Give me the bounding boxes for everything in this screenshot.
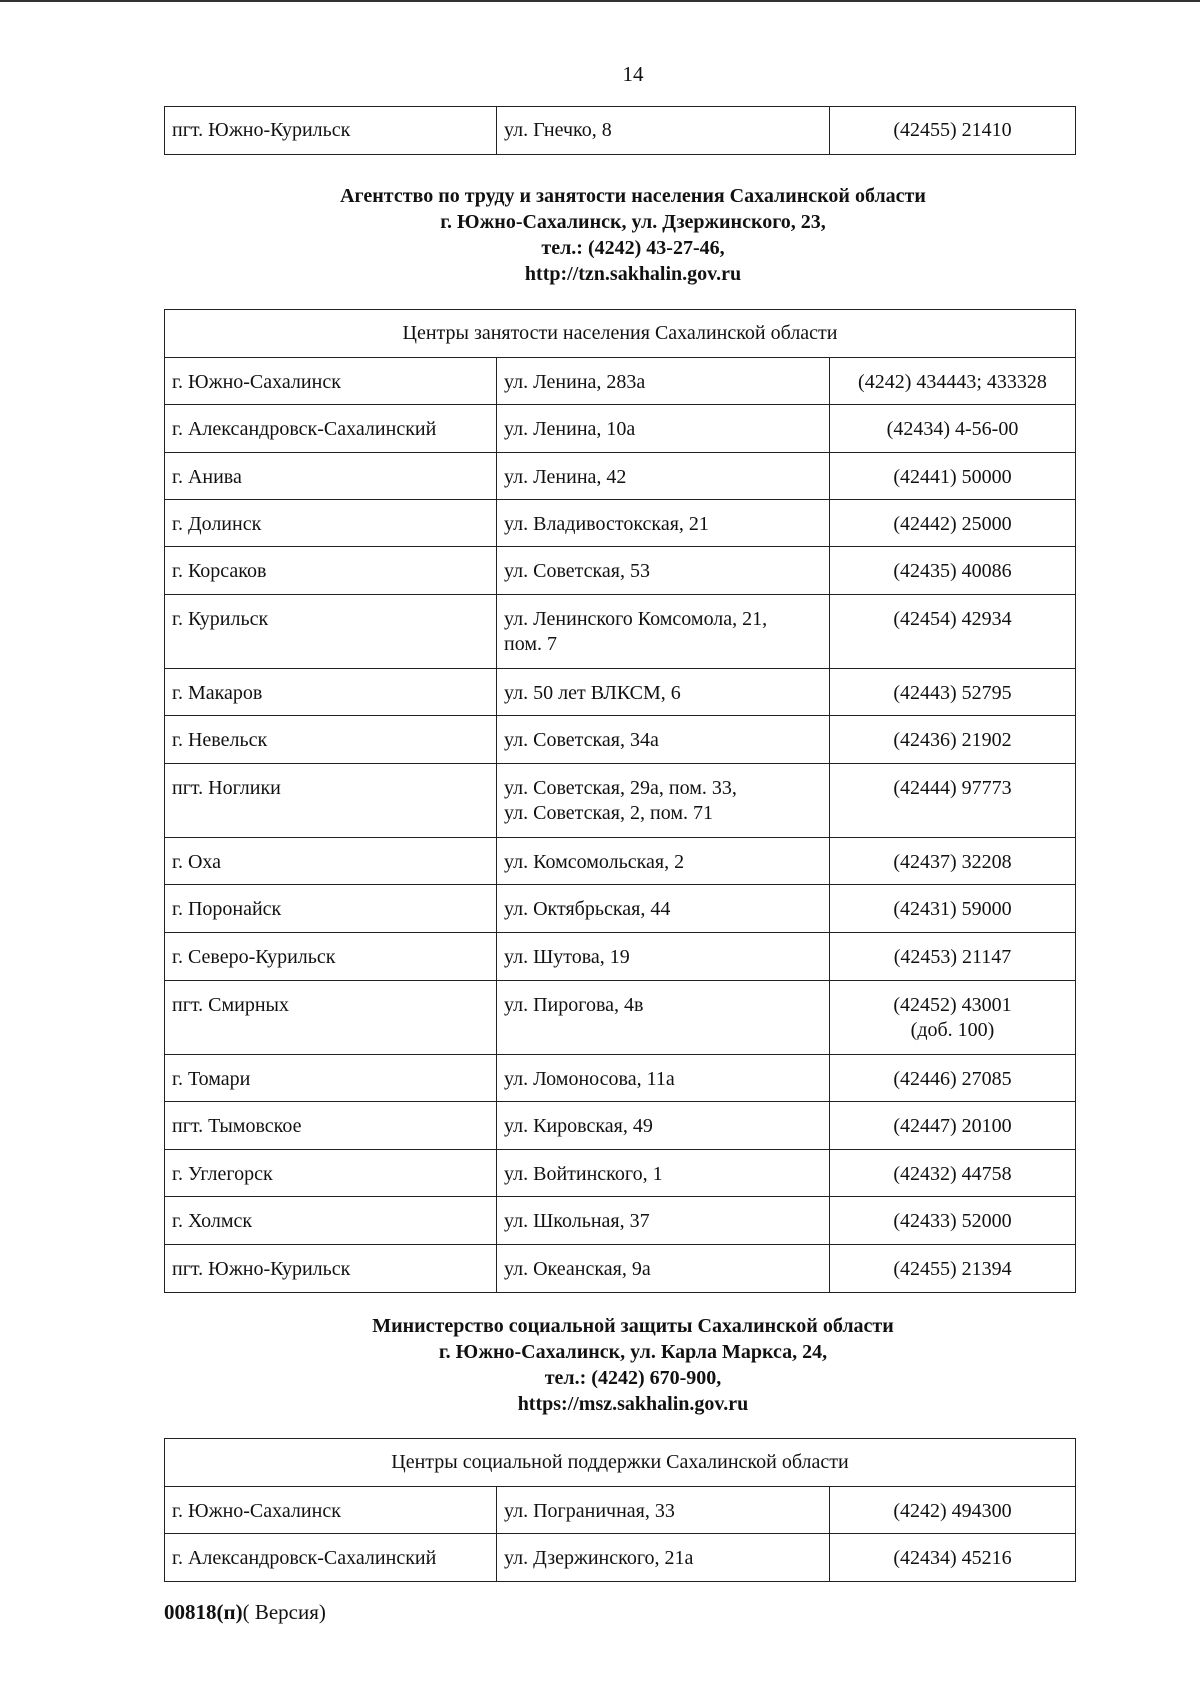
document-version: ( Версия) — [242, 1600, 326, 1624]
phone-cell — [830, 764, 1076, 838]
city-cell — [165, 1245, 497, 1293]
cell-line: (доб. 100) — [910, 1019, 995, 1041]
phone-cell — [830, 885, 1076, 933]
address-cell — [497, 933, 830, 981]
org-name: Министерство социальной защиты Сахалинской области — [372, 1315, 894, 1337]
cell-line: ул. Советская, 53 — [504, 560, 650, 582]
table-row — [165, 358, 1076, 405]
phone-cell — [830, 1487, 1076, 1534]
address-cell — [497, 405, 830, 453]
table-row — [165, 838, 1076, 885]
cell-line: (42453) 21147 — [893, 946, 1012, 968]
cell-line: (42454) 42934 — [893, 608, 1012, 630]
document-footer — [164, 1600, 326, 1625]
cell-line: г. Томари — [172, 1068, 251, 1090]
table-row — [165, 453, 1076, 500]
cell-line: (42442) 25000 — [893, 513, 1012, 535]
address-cell — [497, 358, 830, 405]
phone-cell — [830, 1197, 1076, 1245]
address-cell — [497, 838, 830, 885]
cell-line: (42434) 4-56-00 — [886, 418, 1019, 440]
cell-line: ул. Кировская, 49 — [504, 1115, 653, 1137]
cell-line: (42452) 43001 — [893, 994, 1012, 1016]
city-cell — [165, 838, 497, 885]
address-cell — [497, 1487, 830, 1534]
cell-line: ул. Пирогова, 4в — [504, 994, 644, 1016]
org-heading-labor-agency — [0, 183, 1200, 287]
cell-line: пом. 7 — [504, 633, 557, 655]
cell-line: г. Курильск — [172, 608, 269, 630]
cell-line: (42432) 44758 — [893, 1163, 1012, 1185]
page-number: 14 — [622, 62, 644, 86]
address-cell — [497, 1197, 830, 1245]
cell-line: (42435) 40086 — [893, 560, 1012, 582]
city-cell — [165, 1102, 497, 1150]
table-row — [165, 669, 1076, 716]
top-border-line — [0, 0, 1200, 2]
org-url: http://tzn.sakhalin.gov.ru — [524, 263, 742, 285]
table-row — [165, 1150, 1076, 1197]
table-row — [165, 933, 1076, 981]
document-code: 00818(п) — [164, 1600, 243, 1624]
address-cell: ул. Гнечко, 8 — [497, 107, 830, 155]
phone-cell — [830, 981, 1076, 1055]
table-row — [165, 500, 1076, 547]
cell-line: г. Поронайск — [172, 898, 282, 920]
city-cell — [165, 933, 497, 981]
cell-line: ул. Ломоносова, 11а — [504, 1068, 675, 1090]
address-cell — [497, 981, 830, 1055]
city-cell — [165, 1197, 497, 1245]
table-row — [165, 885, 1076, 933]
address-cell — [497, 716, 830, 764]
cell-line: ул. 50 лет ВЛКСМ, 6 — [504, 682, 681, 704]
cell-line: ул. Дзержинского, 21а — [504, 1547, 694, 1569]
city-cell — [165, 1055, 497, 1102]
cell-line: (42455) 21394 — [893, 1258, 1012, 1280]
cell-line: ул. Октябрьская, 44 — [504, 898, 671, 920]
address-cell — [497, 595, 830, 669]
cell-line: ул. Океанская, 9а — [504, 1258, 651, 1280]
table-row — [165, 764, 1076, 838]
phone-cell — [830, 1534, 1076, 1582]
cell-line: г. Долинск — [172, 513, 262, 535]
cell-line: ул. Шутова, 19 — [504, 946, 630, 968]
cell-line: (42446) 27085 — [893, 1068, 1012, 1090]
cell-line: г. Углегорск — [172, 1163, 273, 1185]
employment-centers-table — [164, 309, 1076, 1293]
cell-line: пгт. Ноглики — [172, 777, 281, 799]
cell-line: (42444) 97773 — [893, 777, 1012, 799]
city-cell — [165, 1487, 497, 1534]
cell-line: ул. Советская, 29а, пом. 33, — [504, 777, 737, 799]
address-cell — [497, 669, 830, 716]
table-header: Центры занятости населения Сахалинской области — [165, 310, 1076, 358]
address-cell — [497, 547, 830, 595]
phone-cell — [830, 547, 1076, 595]
table-row — [165, 1102, 1076, 1150]
address-cell — [497, 885, 830, 933]
phone-cell — [830, 669, 1076, 716]
table-header-row — [165, 310, 1076, 358]
org-name: Агентство по труду и занятости населения Сахалинской области — [340, 185, 926, 207]
cell-line: г. Южно-Сахалинск — [172, 1500, 341, 1522]
city-cell — [165, 1534, 497, 1582]
address-cell — [497, 1150, 830, 1197]
cell-line: г. Северо-Курильск — [172, 946, 336, 968]
cell-line: г. Анива — [172, 466, 242, 488]
table-row — [165, 1197, 1076, 1245]
phone-cell — [830, 453, 1076, 500]
cell-line: (42441) 50000 — [893, 466, 1012, 488]
city-cell — [165, 885, 497, 933]
table-row — [165, 595, 1076, 669]
continued-table — [164, 106, 1076, 155]
phone-cell — [830, 933, 1076, 981]
social-support-centers-table — [164, 1438, 1076, 1582]
address-cell — [497, 764, 830, 838]
cell-line: ул. Комсомольская, 2 — [504, 851, 685, 873]
table-row — [165, 1055, 1076, 1102]
org-address: г. Южно-Сахалинск, ул. Дзержинского, 23, — [440, 211, 826, 233]
city-cell — [165, 669, 497, 716]
phone-cell — [830, 716, 1076, 764]
city-cell — [165, 358, 497, 405]
org-url: https://msz.sakhalin.gov.ru — [517, 1393, 749, 1415]
address-cell — [497, 1102, 830, 1150]
city-cell — [165, 453, 497, 500]
city-cell — [165, 547, 497, 595]
address-cell — [497, 1534, 830, 1582]
org-heading-social-ministry — [0, 1313, 1200, 1417]
address-cell — [497, 1055, 830, 1102]
cell-line: (42434) 45216 — [893, 1547, 1012, 1569]
city-cell — [165, 716, 497, 764]
cell-line: ул. Ленина, 42 — [504, 466, 627, 488]
cell-line: ул. Советская, 34а — [504, 729, 659, 751]
city-cell — [165, 405, 497, 453]
cell-line: (4242) 494300 — [893, 1500, 1012, 1522]
address-cell — [497, 500, 830, 547]
cell-line: ул. Ленинского Комсомола, 21, — [504, 608, 768, 630]
cell-line: ул. Ленина, 10а — [504, 418, 636, 440]
cell-line: г. Макаров — [172, 682, 263, 704]
cell-line: пгт. Смирных — [172, 994, 289, 1016]
city-cell — [165, 764, 497, 838]
cell-line: (42443) 52795 — [893, 682, 1012, 704]
cell-line: ул. Ленина, 283а — [504, 371, 646, 393]
cell-line: пгт. Тымовское — [172, 1115, 302, 1137]
cell-line: ул. Советская, 2, пом. 71 — [504, 802, 713, 824]
city-cell — [165, 981, 497, 1055]
table-row — [165, 716, 1076, 764]
address-cell — [497, 453, 830, 500]
cell-line: ул. Владивостокская, 21 — [504, 513, 709, 535]
table-row — [165, 107, 1076, 155]
cell-line: (42447) 20100 — [893, 1115, 1012, 1137]
cell-line: г. Холмск — [172, 1210, 253, 1232]
phone-cell — [830, 838, 1076, 885]
cell-line: пгт. Южно-Курильск — [172, 1258, 351, 1280]
org-address: г. Южно-Сахалинск, ул. Карла Маркса, 24, — [438, 1341, 828, 1363]
city-cell — [165, 500, 497, 547]
cell-line: г. Южно-Сахалинск — [172, 371, 341, 393]
cell-line: ул. Школьная, 37 — [504, 1210, 650, 1232]
cell-line: (42437) 32208 — [893, 851, 1012, 873]
cell-line: (42431) 59000 — [893, 898, 1012, 920]
phone-cell — [830, 1102, 1076, 1150]
cell-line: (42433) 52000 — [893, 1210, 1012, 1232]
cell-line: ул. Войтинского, 1 — [504, 1163, 663, 1185]
table-row — [165, 1487, 1076, 1534]
org-phone: тел.: (4242) 43-27-46, — [541, 237, 725, 259]
table-row — [165, 547, 1076, 595]
table-header-row — [165, 1439, 1076, 1487]
org-phone: тел.: (4242) 670-900, — [544, 1367, 722, 1389]
table-row — [165, 405, 1076, 453]
table-row — [165, 1534, 1076, 1582]
cell-line: г. Корсаков — [172, 560, 267, 582]
city-cell — [165, 1150, 497, 1197]
phone-cell — [830, 500, 1076, 547]
phone-cell — [830, 358, 1076, 405]
phone-cell — [830, 405, 1076, 453]
phone-cell — [830, 1055, 1076, 1102]
cell-line: г. Оха — [172, 851, 222, 873]
cell-line: (4242) 434443; 433328 — [858, 371, 1047, 393]
cell-line: г. Невельск — [172, 729, 268, 751]
phone-cell: (42455) 21410 — [830, 107, 1076, 155]
city-cell: пгт. Южно-Курильск — [165, 107, 497, 155]
phone-cell — [830, 1245, 1076, 1293]
phone-cell — [830, 595, 1076, 669]
cell-line: г. Александровск-Сахалинский — [172, 1547, 437, 1569]
city-cell — [165, 595, 497, 669]
table-row — [165, 1245, 1076, 1293]
cell-line: (42436) 21902 — [893, 729, 1012, 751]
cell-line: ул. Пограничная, 33 — [504, 1500, 675, 1522]
address-cell — [497, 1245, 830, 1293]
table-row — [165, 981, 1076, 1055]
cell-line: г. Александровск-Сахалинский — [172, 418, 437, 440]
table-header: Центры социальной поддержки Сахалинской области — [165, 1439, 1076, 1487]
phone-cell — [830, 1150, 1076, 1197]
